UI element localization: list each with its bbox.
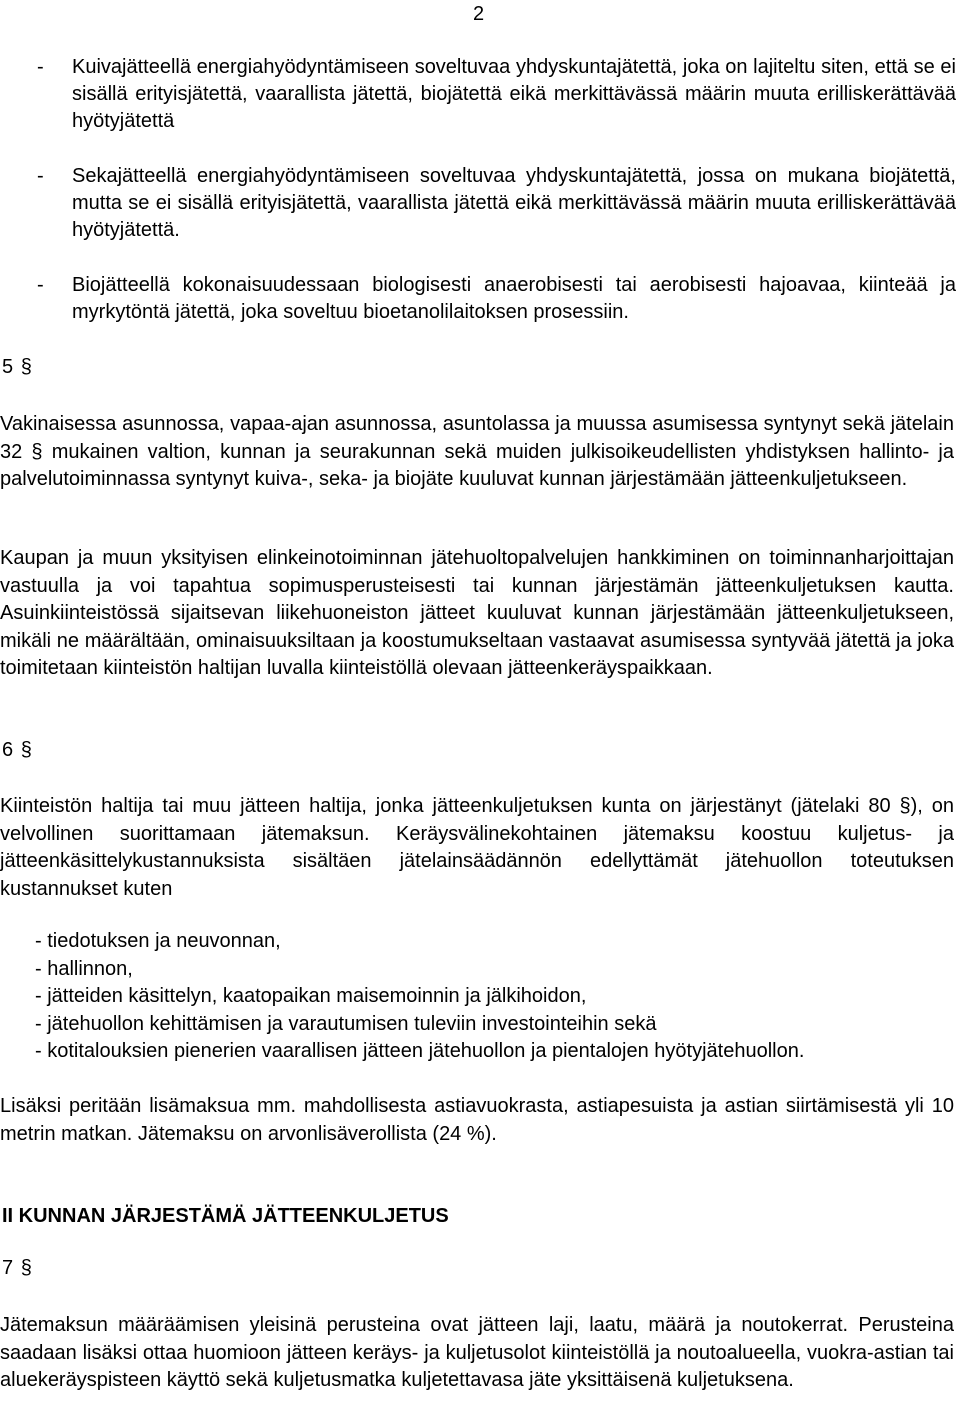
- intro-item-text: Biojätteellä kokonaisuudessaan biologisesti anaerobisesti tai aerobisesti hajoavaa, kiinteää ja myrkytöntä jätettä, joka soveltuu bioetanolilaitoksen prosessiin.: [72, 274, 956, 323]
- section-7-heading: [2, 1257, 32, 1280]
- list-item: - kotitalouksien pienerien vaarallisen jätteen jätehuollon ja pientalojen hyötyjätehuollon.: [35, 1040, 805, 1062]
- section-6-paragraph-2: Lisäksi peritään lisämaksua mm. mahdollisesta astiavuokrasta, astiapesuista ja astian siirtämisestä yli 10 metrin matkan. Jätemaksu on arvonlisäverollista (24 %).: [0, 1095, 954, 1145]
- section-number: 6: [2, 739, 14, 761]
- section-symbol: §: [20, 1257, 32, 1279]
- section-5-heading: [2, 356, 32, 379]
- section-6-heading: [2, 739, 32, 762]
- section-number: 7: [2, 1257, 14, 1279]
- section-symbol: §: [20, 739, 32, 761]
- list-item: - hallinnon,: [35, 957, 133, 980]
- section-7-paragraph-1: Jätemaksun määräämisen yleisinä perusteina ovat jätteen laji, laatu, määrä ja noutokerrat. Perusteina saadaan lisäksi ottaa huomioon jätteen keräys- ja kuljetusolot kiinteistöllä ja noutoalueella, vuokra-astian tai aluekeräyspisteen käyttö sekä kuljetusmatka kuljetettavasa jäte yksittäisenä kuljetuksena.: [0, 1314, 954, 1391]
- section-5-paragraph-1: Vakinaisessa asunnossa, vapaa-ajan asunnossa, asuntolassa ja muussa asumisessa syntynyt sekä jätelain 32 § mukainen valtion, kunnan ja seurakunnan sekä muiden julkisoikeudellisten yhdistyksen hallinto- ja palvelutoiminnassa syntynyt kuiva-, seka- ja biojäte kuuluvat kunnan järjestämään jätteenkuljetukseen.: [0, 413, 954, 490]
- section-6-paragraph-1: Kiinteistön haltija tai muu jätteen haltija, jonka jätteenkuljetuksen kunta on järjestänyt (jätelaki 80 §), on velvollinen suorittamaan jätemaksun. Keräysvälinekohtainen jätemaksu koostuu kuljetus- ja jätteenkäsittelykustannuksista sisältäen jätelainsäädännön edellyttämät jätehuollon toteutuksen kustannukset kuten: [0, 795, 954, 900]
- list-item: - tiedotuksen ja neuvonnan,: [35, 930, 281, 952]
- intro-item-text: Sekajätteellä energiahyödyntämiseen soveltuvaa yhdyskuntajätettä, jossa on mukana biojätettä, mutta se ei sisällä erityisjätettä, vaarallista jätettä eikä merkittävässä määrin muuta erilliskerättävää hyötyjätettä.: [72, 165, 956, 241]
- list-dash: -: [37, 274, 44, 296]
- list-dash: -: [37, 56, 44, 78]
- list-item: - jätehuollon kehittämisen ja varautumisen tuleviin investointeihin sekä: [35, 1012, 657, 1035]
- page-number: 2: [473, 3, 485, 25]
- intro-item-text: Kuivajätteellä energiahyödyntämiseen soveltuvaa yhdyskuntajätettä, joka on lajiteltu siten, että se ei sisällä erityisjätettä, vaarallista jätettä, biojätettä eikä merkittävässä määrin muuta erilliskerättävää hyötyjätettä: [72, 56, 956, 132]
- section-number: 5: [2, 356, 14, 378]
- list-item: - jätteiden käsittelyn, kaatopaikan maisemoinnin ja jälkihoidon,: [35, 985, 587, 1007]
- cost-items-list: [35, 928, 804, 1066]
- section-symbol: §: [20, 356, 32, 378]
- chapter-heading: II KUNNAN JÄRJESTÄMÄ JÄTTEENKULJETUS: [2, 1205, 449, 1227]
- section-5-paragraph-2: Kaupan ja muun yksityisen elinkeinotoiminnan jätehuoltopalvelujen hankkiminen on toiminnanharjoittajan vastuulla ja voi tapahtua sopimusperusteisesti tai kunnan järjestämän jätteenkuljetuksen kautta. Asuinkiinteistössä sijaitsevan liikehuoneiston jätteet kuuluvat kunnan järjestämään jätteenkuljetukseen, mikäli ne määrältään, ominaisuuksiltaan ja koostumukseltaan vastaavat asumisessa syntyvää jätettä ja joka toimitetaan kiinteistön haltijan luvalla kiinteistöllä olevaan jätteenkeräyspaikkaan.: [0, 547, 954, 679]
- list-dash: -: [37, 165, 44, 187]
